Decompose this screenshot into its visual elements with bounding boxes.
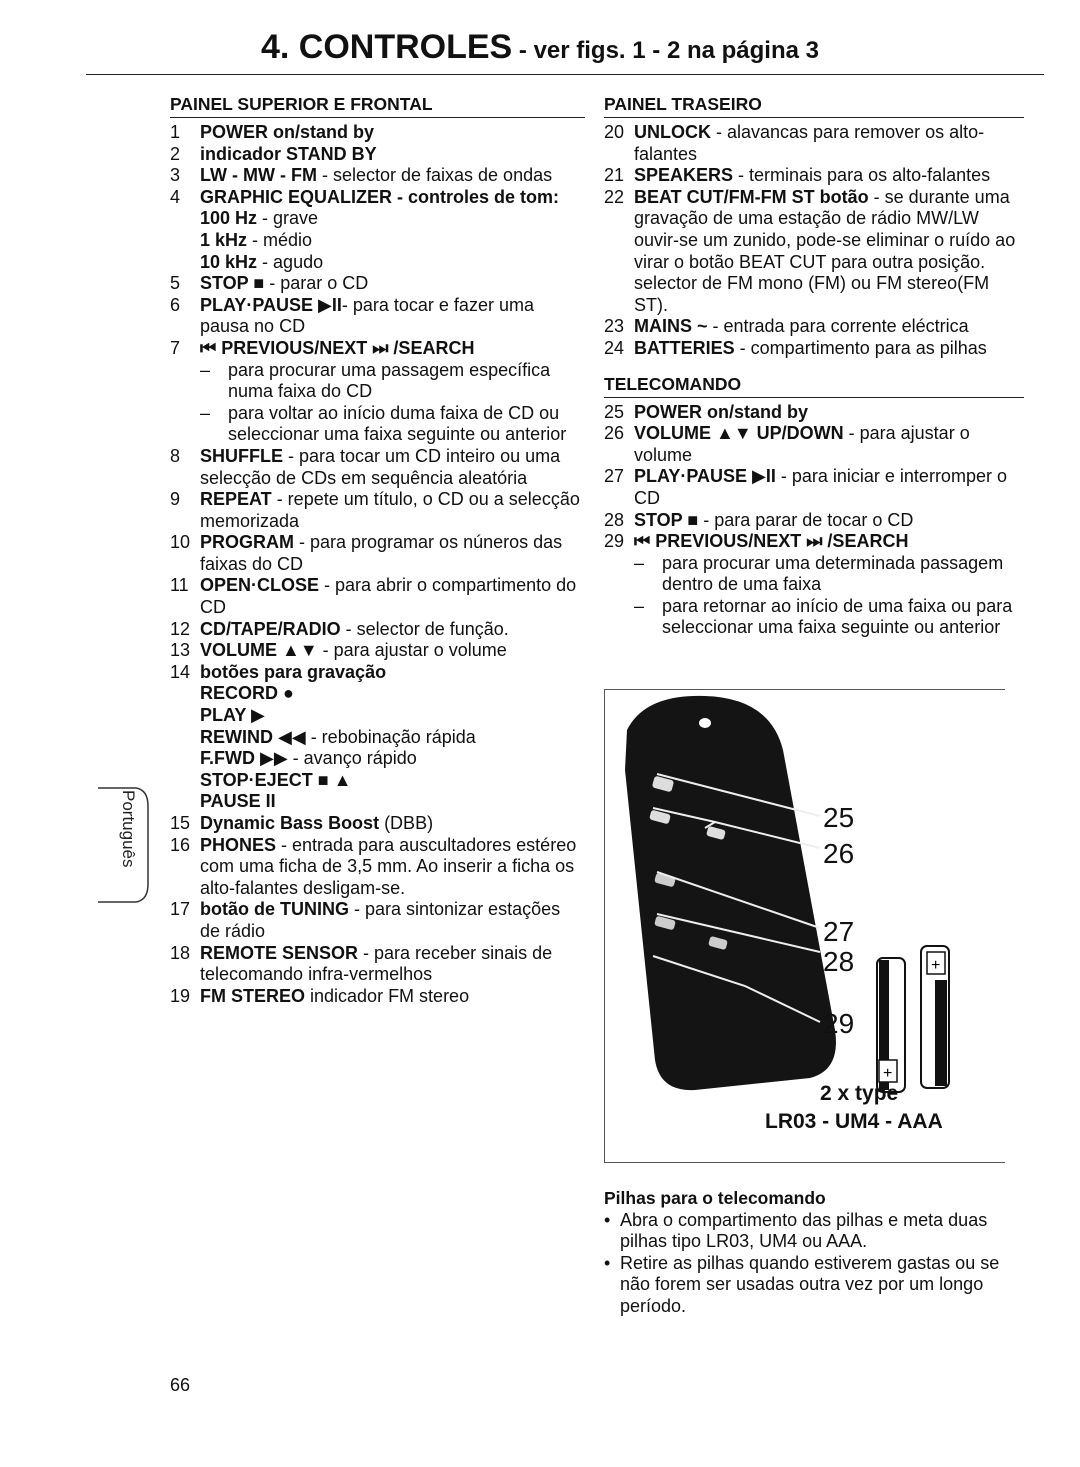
right-item-label: VOLUME ▲▼ UP/DOWN: [634, 423, 844, 444]
right-item-body: [634, 510, 1024, 532]
right-item-body: [634, 122, 1024, 165]
right-item: [604, 122, 1024, 165]
recording-button-label: REWIND ◀◀: [200, 726, 306, 747]
left-item-label: PHONES: [200, 834, 277, 855]
left-item-label: ⏮ PREVIOUS/NEXT ⏭ /SEARCH: [200, 337, 475, 358]
left-item-number: 2: [170, 143, 181, 164]
section-heading-telecomando: TELECOMANDO: [604, 374, 1024, 398]
left-item-body: [200, 662, 585, 684]
left-item-number: 1: [170, 122, 181, 142]
item29-dash-item: [634, 596, 1024, 639]
left-item-text: - para abrir o compartimento do CD: [200, 575, 577, 618]
recording-button-line: [200, 727, 585, 749]
left-item: [170, 619, 585, 641]
item7-dash-mark: –: [200, 402, 211, 423]
right-item: [604, 423, 1024, 466]
item29-dash-mark: –: [634, 552, 645, 573]
left-item-body: [200, 122, 585, 144]
right-item: [604, 510, 1024, 532]
left-item-number: 15: [170, 813, 191, 833]
left-item-body: [200, 187, 585, 209]
bullet-text: Abra o compartimento das pilhas e meta duas pilhas tipo LR03, UM4 ou AAA.: [620, 1209, 988, 1252]
left-item-label: REMOTE SENSOR: [200, 942, 359, 963]
recording-button-label: F.FWD ▶▶: [200, 748, 288, 769]
left-item-text: - para programar os núneros das faixas do CD: [200, 532, 563, 574]
left-item-label: Dynamic Bass Boost: [200, 813, 380, 833]
language-tab-label: Português: [119, 790, 138, 868]
left-item-label: 1 kHz: [200, 229, 248, 250]
left-item-text: (DBB): [379, 813, 434, 833]
left-item: [170, 144, 585, 166]
left-item-body: [200, 165, 585, 187]
left-item-number: 19: [170, 985, 191, 1006]
item7-dash-list: [200, 360, 585, 446]
right-item-text: - se durante uma gravação de uma estação de rádio MW/LW ouvir-se um zunido, pode-se eliminar o ruído ao virar o botão BEAT CUT para outra posição. selector de FM mono (FM) ou FM stereo(FM ST).: [634, 186, 1016, 315]
left-item: [170, 835, 585, 900]
batteries-bullet: [604, 1253, 1024, 1318]
left-item-body: [200, 489, 585, 532]
left-item: [170, 252, 585, 274]
right-item-number: 28: [604, 509, 625, 530]
batteries-heading: Pilhas para o telecomando: [604, 1188, 826, 1208]
right-item-label: BATTERIES: [634, 337, 735, 358]
item29-dash-item: [634, 553, 1024, 596]
recording-button-label: RECORD ●: [200, 683, 294, 704]
right-item-number: 27: [604, 466, 625, 487]
left-item: [170, 446, 585, 489]
remote-sensor-dot: [699, 718, 711, 728]
left-item-label: botões para gravação: [200, 661, 387, 682]
title-rule: [86, 74, 1044, 75]
left-item-body: [200, 252, 585, 274]
left-item-body: [200, 943, 585, 986]
item29-dash-text: para procurar uma determinada passagem dentro de uma faixa: [662, 552, 1004, 595]
recording-button-line: [200, 705, 585, 727]
recording-button-label: STOP·EJECT ■ ▲: [200, 769, 352, 790]
right-item-text: - para iniciar e interromper o CD: [634, 466, 1007, 508]
left-item-text: - entrada para auscultadores estéreo com uma ficha de 3,5 mm. Ao inserir a ficha os alto-falantes desligam-se.: [200, 834, 577, 898]
left-item-text: - para ajustar o volume: [317, 640, 507, 661]
left-item-number: 6: [170, 294, 181, 315]
left-item: [170, 575, 585, 618]
right-item: [604, 466, 1024, 509]
left-item-number: 4: [170, 186, 181, 207]
right-item: [604, 531, 1024, 553]
left-item-number: 13: [170, 640, 191, 661]
right-item-number: 23: [604, 316, 625, 337]
item14-lines: [170, 683, 585, 813]
left-item: [170, 489, 585, 532]
left-item-label: CD/TAPE/RADIO: [200, 618, 341, 639]
left-item-label: botão de TUNING: [200, 899, 349, 920]
right-item-label: UNLOCK: [634, 122, 711, 142]
left-item-text: - repete um título, o CD ou a selecção memorizada: [200, 489, 580, 531]
right-item: [604, 338, 1024, 360]
left-item-label: indicador STAND BY: [200, 143, 377, 164]
left-item-label: OPEN·CLOSE: [200, 575, 320, 596]
left-item: [170, 187, 585, 209]
left-item-body: [200, 813, 585, 835]
left-item-label: SHUFFLE: [200, 445, 283, 466]
left-item: [170, 813, 585, 835]
item29-dash-text: para retornar ao início de uma faixa ou para seleccionar uma faixa seguinte ou anterior: [662, 595, 1013, 638]
right-item: [604, 187, 1024, 317]
left-item-label: LW - MW - FM: [200, 165, 317, 186]
left-item-text: - agudo: [257, 251, 324, 272]
right-item: [604, 316, 1024, 338]
left-item-number: 14: [170, 661, 191, 682]
bullet-text: Retire as pilhas quando estiverem gastas ou se não forem ser usadas outra vez por um longo período.: [620, 1252, 1000, 1316]
callout-27: 27: [823, 916, 855, 947]
left-item: [170, 338, 585, 360]
battery-2-plus: +: [931, 957, 941, 974]
item7-dash-item: [200, 360, 585, 403]
right-item-number: 29: [604, 531, 625, 552]
left-item: [170, 640, 585, 662]
left-item-label: GRAPHIC EQUALIZER - controles de tom:: [200, 186, 560, 207]
callout-29: 29: [823, 1008, 855, 1039]
battery-1-plus: +: [883, 1065, 893, 1082]
bullet-dot: •: [604, 1209, 611, 1230]
left-item-text: - para tocar e fazer uma pausa no CD: [200, 294, 534, 337]
left-item: [170, 662, 585, 684]
remote-control-figure: [604, 689, 1005, 1163]
right-item-body: [634, 338, 1024, 360]
item29-dash-list: [634, 553, 1024, 639]
left-item-number: 7: [170, 337, 181, 358]
recording-button-label: PLAY ▶: [200, 705, 265, 726]
left-item: [170, 165, 585, 187]
left-item: [170, 899, 585, 942]
right-item-number: 26: [604, 423, 625, 444]
recording-button-label: PAUSE II: [200, 791, 276, 812]
left-item-list-3: [170, 813, 585, 1007]
left-item-label: REPEAT: [200, 489, 272, 510]
left-item-text: indicador FM stereo: [305, 985, 470, 1006]
right-item-text: - terminais para os alto-falantes: [733, 165, 991, 186]
right-item-label: PLAY·PAUSE ▶II: [634, 466, 776, 487]
left-item: [170, 230, 585, 252]
left-item-body: [200, 295, 585, 338]
left-item-label: PROGRAM: [200, 532, 294, 553]
right-item-body: [634, 402, 1024, 424]
right-item-label: MAINS ~: [634, 316, 708, 337]
right-item-number: 22: [604, 186, 625, 207]
page-number: 66: [170, 1375, 191, 1395]
left-item-text: - médio: [247, 229, 313, 250]
left-item-body: [200, 619, 585, 641]
left-item-text: - para receber sinais de telecomando infra-vermelhos: [200, 942, 553, 985]
recording-button-text: - rebobinação rápida: [305, 726, 476, 747]
right-item-number: 24: [604, 337, 625, 358]
recording-button-line: [200, 770, 585, 792]
title-main: 4. CONTROLES: [260, 28, 513, 66]
left-item-number: 17: [170, 899, 191, 920]
section-heading-painel-superior: PAINEL SUPERIOR E FRONTAL: [170, 94, 585, 118]
left-item-text: - selector de faixas de ondas: [316, 165, 553, 186]
item7-dash-text: para voltar ao início duma faixa de CD ou seleccionar uma faixa seguinte ou anterior: [228, 402, 567, 445]
left-item-number: 12: [170, 618, 191, 639]
recording-button-text: - avanço rápido: [287, 748, 417, 769]
right-item-body: [634, 531, 1024, 553]
left-item-body: [200, 532, 585, 575]
right-item-label: ⏮ PREVIOUS/NEXT ⏭ /SEARCH: [634, 531, 909, 552]
right-item-body: [634, 165, 1024, 187]
right-item-label: STOP ■: [634, 509, 699, 530]
item7-dash-text: para procurar uma passagem específica numa faixa do CD: [228, 359, 551, 402]
item7-dash-mark: –: [200, 359, 211, 380]
left-item-label: VOLUME ▲▼: [200, 640, 318, 661]
item29-dash-mark: –: [634, 595, 645, 616]
left-item-body: [200, 338, 585, 360]
left-column: [170, 94, 585, 1007]
right-column: [604, 94, 1024, 639]
callout-28: 28: [823, 946, 855, 977]
left-item-body: [200, 144, 585, 166]
left-item-label: STOP ■: [200, 273, 265, 294]
recording-button-line: [200, 748, 585, 770]
right-item-body: [634, 316, 1024, 338]
left-item-list-2: [170, 446, 585, 684]
recording-button-line: [200, 791, 585, 813]
battery-2-fill: [935, 980, 947, 1086]
left-item-list-1: [170, 122, 585, 360]
right-item-body: [634, 187, 1024, 317]
left-item-number: 9: [170, 489, 181, 510]
right-item-label: POWER on/stand by: [634, 401, 809, 422]
right-item: [604, 402, 1024, 424]
left-item-body: [200, 640, 585, 662]
right-item-label: BEAT CUT/FM-FM ST botão: [634, 186, 869, 207]
left-item-number: [170, 230, 200, 252]
left-item-text: - grave: [257, 208, 319, 229]
bullet-dot: •: [604, 1252, 611, 1273]
right-item-text: - alavancas para remover os alto-falantes: [634, 122, 985, 164]
callout-25: 25: [823, 802, 855, 833]
left-item-number: [170, 208, 200, 230]
left-item: [170, 986, 585, 1008]
left-item-body: [200, 899, 585, 942]
battery-type-line1: 2 x type: [820, 1082, 899, 1105]
left-item: [170, 532, 585, 575]
left-item-label: 100 Hz: [200, 208, 258, 229]
left-item-text: - selector de função.: [340, 618, 509, 639]
left-item-text: - parar o CD: [264, 273, 369, 294]
left-item-body: [200, 835, 585, 900]
batteries-bullet: [604, 1210, 1024, 1253]
recording-button-line: [200, 683, 585, 705]
left-item-number: 11: [170, 575, 189, 596]
section-heading-painel-traseiro: PAINEL TRASEIRO: [604, 94, 1024, 118]
right-item-body: [634, 423, 1024, 466]
left-item: [170, 295, 585, 338]
battery-type-line2: LR03 - UM4 - AAA: [765, 1110, 943, 1133]
right-item-number: 21: [604, 165, 625, 186]
remote-body: [625, 696, 836, 1090]
left-item-number: 10: [170, 532, 191, 553]
right-item-text: - entrada para corrente eléctrica: [707, 316, 969, 337]
batteries-section: [604, 1188, 1024, 1318]
left-item-label: POWER on/stand by: [200, 122, 375, 142]
left-item: [170, 273, 585, 295]
right-item-text: - para ajustar o volume: [634, 423, 970, 465]
right-item-label: SPEAKERS: [634, 165, 734, 186]
right-item: [604, 165, 1024, 187]
left-item-body: [200, 575, 585, 618]
batteries-bullet-list: [604, 1210, 1024, 1318]
title-sub: - ver figs. 1 - 2 na página 3: [512, 37, 819, 64]
right-item-body: [634, 466, 1024, 509]
left-item-label: FM STEREO: [200, 985, 306, 1006]
left-item-body: [200, 230, 585, 252]
left-item-text: - para sintonizar estações de rádio: [200, 899, 561, 941]
right-item-number: 25: [604, 401, 625, 422]
left-item-text: - para tocar um CD inteiro ou uma selecção de CDs em sequência aleatória: [200, 445, 561, 488]
left-item-label: 10 kHz: [200, 251, 258, 272]
right-item-text: - compartimento para as pilhas: [734, 337, 987, 358]
right-item-list-2: [604, 402, 1024, 553]
right-item-number: 20: [604, 122, 625, 142]
item7-dash-item: [200, 403, 585, 446]
left-item-number: 16: [170, 834, 191, 855]
right-item-list-1: [604, 122, 1024, 360]
left-item: [170, 208, 585, 230]
left-item-body: [200, 208, 585, 230]
left-item-label: PLAY·PAUSE ▶II: [200, 294, 342, 315]
batteries-illustration: [877, 946, 949, 1092]
remote-control-illustration: [605, 690, 1005, 1162]
left-item-number: 5: [170, 273, 181, 294]
left-item-number: 18: [170, 942, 191, 963]
right-item-text: - para parar de tocar o CD: [698, 509, 914, 530]
left-item: [170, 122, 585, 144]
left-item-number: 8: [170, 445, 181, 466]
left-item-number: [170, 252, 200, 274]
left-item-body: [200, 273, 585, 295]
left-item: [170, 943, 585, 986]
page-title: [0, 28, 1080, 67]
left-item-body: [200, 446, 585, 489]
left-item-number: 3: [170, 165, 181, 186]
callout-26: 26: [823, 838, 855, 869]
left-item-body: [200, 986, 585, 1008]
